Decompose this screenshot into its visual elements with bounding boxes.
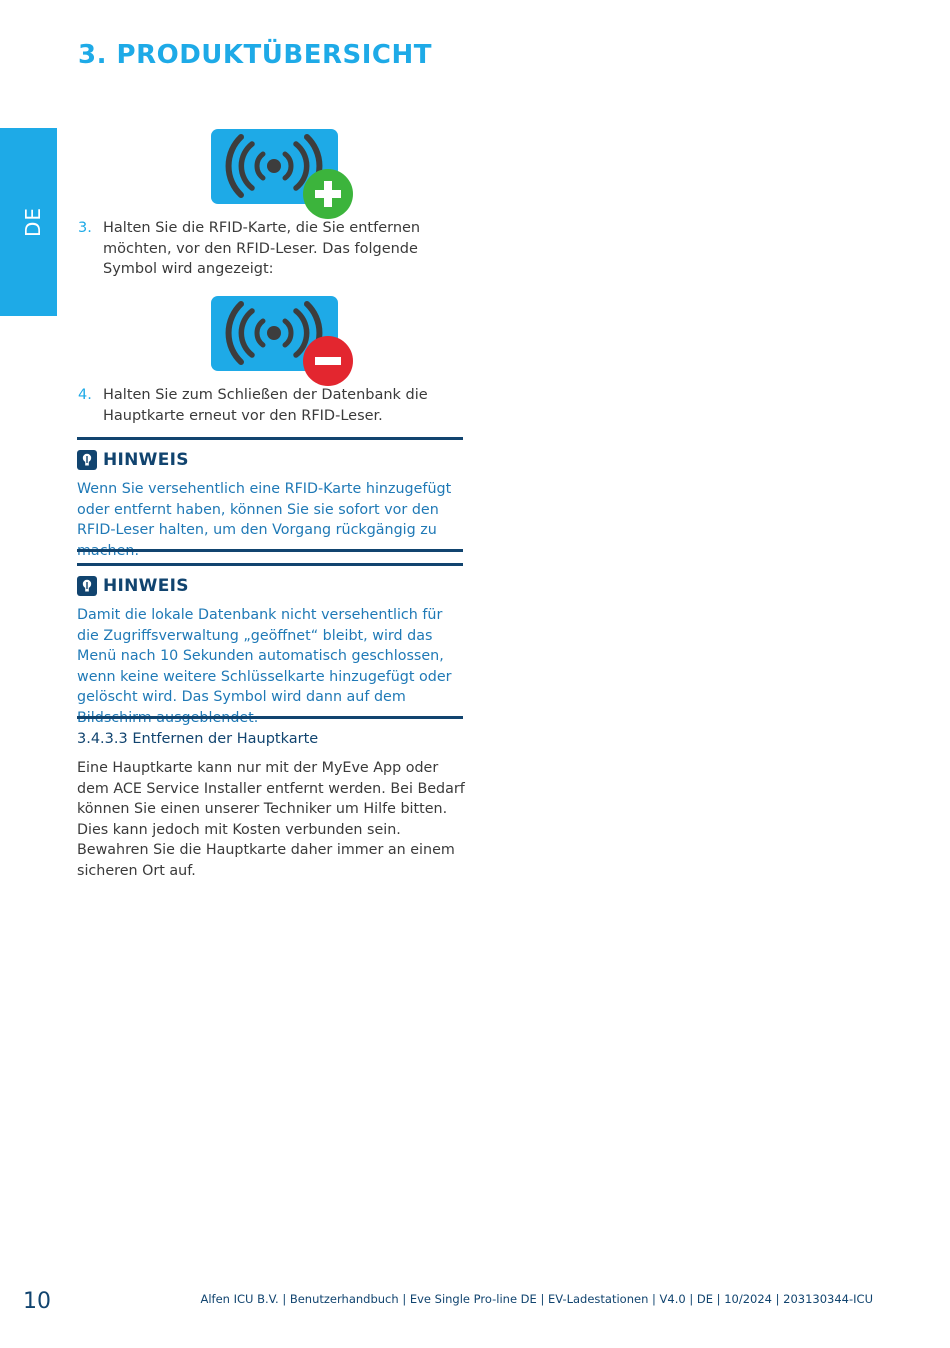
- footer-text: Alfen ICU B.V. | Benutzerhandbuch | Eve Single Pro-line DE | EV-Ladestationen | V4.0 | DE | 10/2024 | 203130344-ICU: [200, 1292, 873, 1306]
- page-title: 3. PRODUKTÜBERSICHT: [78, 40, 432, 70]
- step-text: Halten Sie die RFID-Karte, die Sie entfernen möchten, vor den RFID-Leser. Das folgende Symbol wird angezeigt:: [103, 220, 421, 277]
- note-divider-bottom: [77, 549, 463, 552]
- step-text: Halten Sie zum Schließen der Datenbank die Hauptkarte erneut vor den RFID-Leser.: [103, 387, 428, 424]
- note-text: Damit die lokale Datenbank nicht versehentlich für die Zugriffsverwaltung „geöffnet“ bleibt, wird das Menü nach 10 Sekunden automatisch geschlossen, wenn keine weitere Schlüsselkarte hinzugefügt oder gelöscht wird. Das Symbol wird dann auf dem: [77, 607, 452, 705]
- note-title: HINWEIS: [103, 576, 189, 596]
- note-divider-bottom: [77, 716, 463, 719]
- lightbulb-icon: [77, 450, 97, 470]
- note-divider-top: [77, 563, 463, 566]
- step-number: 4.: [78, 387, 92, 403]
- step-number: 3.: [78, 220, 92, 236]
- note-divider-top: [77, 437, 463, 440]
- lightbulb-icon: [77, 576, 97, 596]
- step-3: [78, 218, 468, 280]
- note-header: [77, 449, 189, 471]
- rfid-remove-icon: [211, 296, 353, 388]
- page-number: 10: [23, 1289, 51, 1314]
- note-header: [77, 575, 189, 597]
- note-title: HINWEIS: [103, 450, 189, 470]
- note-text: Wenn Sie versehentlich eine RFID-Karte hinzugefügt oder entfernt haben, können Sie sie sofort vor den RFID-Leser halten, um den Vorgang rückgängig zu: [77, 481, 452, 538]
- step-4: [78, 385, 468, 426]
- language-tab-label: DE: [21, 206, 45, 238]
- section-heading: 3.4.3.3 Entfernen der Hauptkarte: [77, 731, 319, 747]
- section-body: Eine Hauptkarte kann nur mit der MyEve App oder dem ACE Service Installer entfernt werden. Bei Bedarf können Sie einen unserer Techniker um Hilfe bitten. Dies kann jedoch mit Kosten verbunden sein. Bewahren Sie die Hauptkarte daher immer an einem sicheren Ort auf.: [77, 760, 465, 879]
- rfid-add-icon: [211, 129, 353, 221]
